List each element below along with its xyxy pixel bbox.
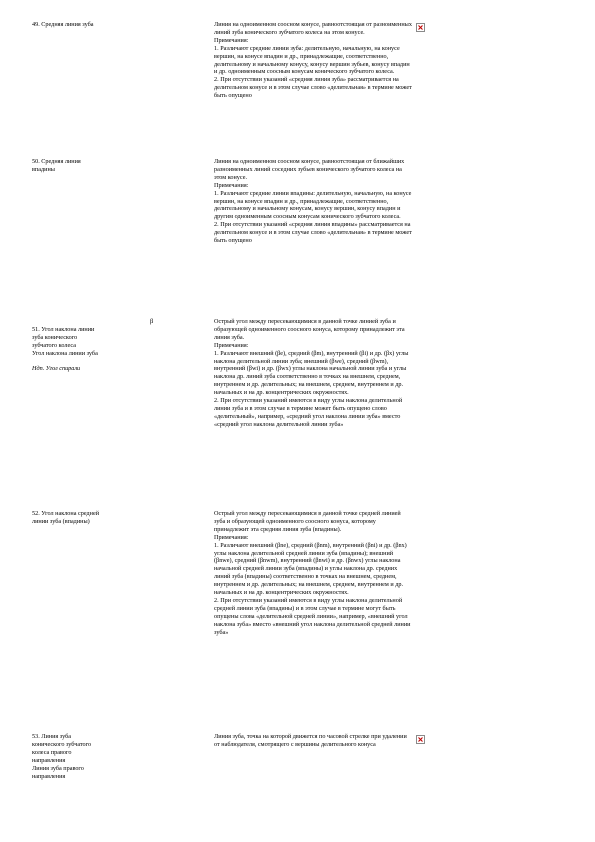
term-50: 50. Средняя линия впадины xyxy=(32,158,81,173)
symbol-51: β xyxy=(150,318,154,325)
definition-49: Линия на одноименном соосном конусе, равноотстоящая от разноименных линий зуба конического зубчатого колеса на этом конусе. Примечания: 1. Различают средние линии зуба: делительную, начальную, на конусе вершин, на конусе впадин и др., принадлежащие, соответственно, делительному и начальному конусу, конусу вершин зубьев, конусу впадин и др. одноименным соосным конусам конического зубчатого колеса. 2. При отсутствии указаний «средняя линия зуба» рассматривается на делительном конусе и в этом случае слово «делительная» в термине может быть опущено xyxy=(214,21,412,100)
term-51-text: 51. Угол наклона линии зуба конического зубчатого колеса Угол наклона линии зуба xyxy=(32,325,98,357)
term-53: 53. Линия зуба конического зубчатого колеса правого направления Линия зуба правого направления xyxy=(32,733,92,780)
broken-image-icon xyxy=(416,735,425,744)
definition-53: Линия зуба, точка на которой движется по часовой стрелке при удалении от наблюдателя, смотрящего с вершины делительного конуса xyxy=(214,733,407,748)
term-49: 49. Средняя линия зуба xyxy=(32,21,94,28)
term-51-alt: Ндп. Угол спирали xyxy=(32,365,81,373)
definition-52: Острый угол между пересекающимися в данной точке средней линией зуба и образующей одноименного соосного конуса, которому принадлежит эта средняя линия зуба (впадины). Примечания: 1. Различают внешний (βne), средний (βnm), внутренний (βni) и др. (βnx) углы наклона делительной средней линии зуба (впадины); внешний (βnwe), средний (βnwm), внутренний (βnwi) и др. (βnwx) углы наклона начальной средней линии зуба (впадины) и углы наклона др. средних линий зуба (впадины) соответственно в точках на внешнем, среднем, внутреннем и др. делительных; на внешнем, среднем, внутреннем и др. начальных и на др. концентрических окружностях. 2. При отсутствии указаний имеются в виду углы наклона делительной средней линии зуба (впадины) и в этом случае в термине могут быть опущены слова «делительной средней линии», например, «внешний угол наклона зуба» вместо «внешний угол наклона делительной средней линии зуба» xyxy=(214,510,411,636)
definition-50: Линия на одноименном соосном конусе, равноотстоящая от ближайших разноименных линий соседних зубьев конического зубчатого колеса на этом конусе. Примечания: 1. Различают средние линии впадины: делительную, начальную, на конусе вершин, на конусе впадин и др., принадлежащие, соответственно, делительному и начальному конусам, конусу вершин, конусу впадин и другим одноименным соосным конусам конического зубчатого колеса. 2. При отсутствии указаний «средняя линия впадины» рассматривается на делительном конусе и в этом случае слово «делительная» в термине может быть опущено xyxy=(214,158,412,245)
definition-51: Острый угол между пересекающимися в данной точке линией зуба и образующей одноименного соосного конуса, которому принадлежит эта линия зуба. Примечания: 1. Различают внешний (βe), средний (βm), внутренний (βi) и др. (βx) углы наклона делительной линии зуба; внешний (βwe), средний (βwm), внутренний (βwi) и др. (βwx) углы наклона начальной линии зуба и углы наклона др. линий зуба соответственно в точках на внешнем, среднем, внутреннем и др. делительных; на внешнем, среднем, внутреннем и др. начальных и на др. концентрических окружностях. 2. При отсутствии указаний имеются в виду углы наклона делительной линии зуба и в этом случае в термине может быть опущено слово «делительный», например, «средний угол наклона линии зуба» вместо «средний угол наклона делительной линии зуба» xyxy=(214,318,409,428)
term-51 xyxy=(32,318,154,373)
broken-image-icon xyxy=(416,23,425,32)
term-52: 52. Угол наклона средней линии зуба (впадины) xyxy=(32,510,100,525)
